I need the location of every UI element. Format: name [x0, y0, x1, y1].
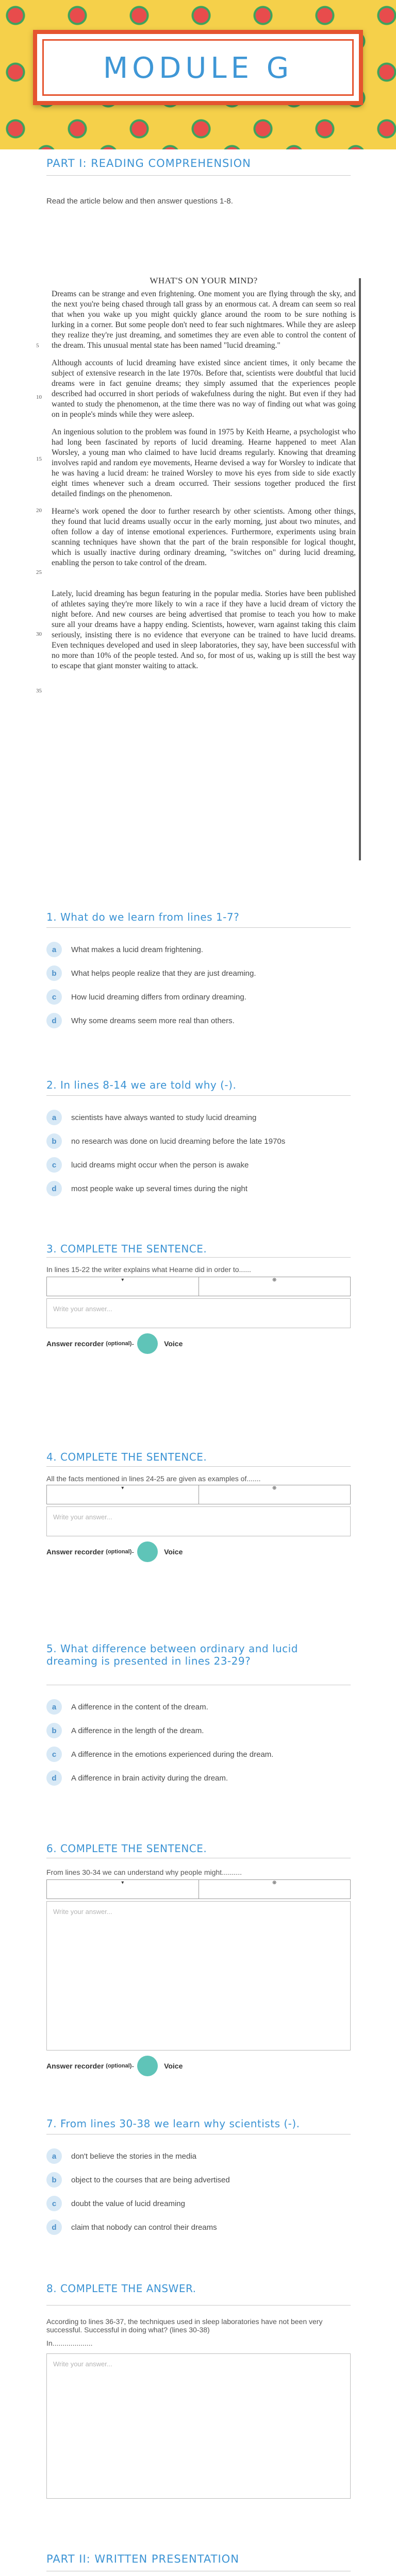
line-number: 30 — [36, 631, 42, 637]
question-prompt: All the facts mentioned in lines 24-25 are given as examples of....... — [46, 1475, 261, 1483]
question-title: 7. From lines 30-38 we learn why scientists (-). — [46, 2117, 300, 2130]
divider — [46, 1257, 351, 1258]
question-title: 2. In lines 8-14 we are told why (-). — [46, 1079, 237, 1091]
article-paragraph: An ingenious solution to the problem was found in 1975 by Keith Hearne, a psychologist who had long been fascinated by reports of lucid dreaming. Hearne happened to meet Alan Worsley, a young man who claimed to have lucid dreams regularly. Knowing that dreaming involves rapid and random eye movements, Hearne devised a way for Worsley to indicate that he was having a lucid dream: he trained Worsley to move his eyes from side to side exactly eight times whenever such a dream occurred. Their sessions together produced the first detailed findings on the phenomenon. — [52, 428, 356, 498]
question-title: 1. What do we learn from lines 1-7? — [46, 911, 240, 923]
option-a[interactable] — [46, 1106, 351, 1129]
part1-instruction: Read the article below and then answer questions 1-8. — [46, 197, 233, 206]
option-letter: c — [46, 989, 62, 1005]
option-text: object to the courses that are being advertised — [71, 2175, 230, 2184]
recorder-sep: - — [131, 1548, 135, 1556]
answer-dropdown-row[interactable] — [46, 1277, 351, 1296]
option-b[interactable] — [46, 961, 351, 985]
answer-dropdown-row[interactable] — [46, 1879, 351, 1899]
answer-input[interactable] — [46, 1901, 351, 2050]
option-text: don't believe the stories in the media — [71, 2151, 197, 2161]
question-6 — [46, 1842, 351, 1855]
answer-placeholder: Write your answer... — [53, 1513, 112, 1521]
question-title: 5. What difference between ordinary and lucid dreaming is presented in lines 23-29? — [46, 1642, 298, 1667]
answer-recorder — [46, 1541, 183, 1562]
question-4 — [46, 1451, 351, 1463]
option-letter: c — [46, 1157, 62, 1173]
answer-placeholder: Write your answer... — [53, 1908, 112, 1916]
question-title: 6. COMPLETE THE SENTENCE. — [46, 1842, 207, 1855]
article-paragraph: Hearne's work opened the door to further research by other scientists. Among other things, they found that lucid dreams usually occur in the early morning, just about two minutes, and often follow a day of intense emotional experiences. Furthermore, experiments using brain scanning techniques have shown that the part of the brain responsible for logical thought, which is usually inactive during ordinary dreaming, "switches on" during lucid dreaming, enabling the person to take control of the dream. — [52, 507, 356, 567]
recorder-optional: (optional) — [106, 1341, 132, 1347]
dropdown-arrow-icon[interactable]: ▾ — [46, 1277, 199, 1296]
option-text: How lucid dreaming differs from ordinary dreaming. — [71, 992, 246, 1002]
part1-heading-text: PART I: READING COMPREHENSION — [46, 157, 251, 170]
option-letter: d — [46, 1013, 62, 1028]
option-letter: d — [46, 1770, 62, 1786]
option-text: scientists have always wanted to study lucid dreaming — [71, 1113, 257, 1122]
question-title: 4. COMPLETE THE SENTENCE. — [46, 1451, 207, 1463]
option-letter: a — [46, 2148, 62, 2164]
option-d[interactable] — [46, 2215, 351, 2239]
question-title: 3. COMPLETE THE SENTENCE. — [46, 1243, 207, 1255]
page-title: MODULE G — [103, 52, 293, 85]
option-letter: b — [46, 1723, 62, 1738]
q1-options — [46, 938, 351, 1032]
answer-placeholder: Write your answer... — [53, 1305, 112, 1313]
line-number: 25 — [36, 569, 42, 575]
question-5 — [46, 1642, 351, 1667]
option-text: A difference in the content of the dream. — [71, 1702, 208, 1711]
option-text: no research was done on lucid dreaming before the late 1970s — [71, 1137, 286, 1146]
line-number: 35 — [36, 688, 42, 694]
divider — [46, 1466, 351, 1467]
q7-options — [46, 2144, 351, 2239]
add-icon[interactable]: ⊕ — [199, 1277, 351, 1296]
option-letter: c — [46, 1747, 62, 1762]
recorder-optional: (optional) — [106, 2063, 132, 2069]
voice-label: Voice — [164, 1340, 183, 1348]
part1-heading — [46, 157, 351, 170]
option-letter: a — [46, 1699, 62, 1715]
recorder-label: Answer recorder — [46, 1340, 104, 1348]
option-letter: b — [46, 2172, 62, 2188]
question-2 — [46, 1079, 351, 1091]
answer-dropdown-row[interactable] — [46, 1485, 351, 1504]
option-c[interactable] — [46, 1742, 351, 1766]
option-letter: b — [46, 1133, 62, 1149]
record-button[interactable] — [137, 1541, 158, 1562]
part2-heading — [46, 2553, 351, 2565]
option-text: most people wake up several times during the night — [71, 1184, 248, 1193]
option-text: lucid dreams might occur when the person is awake — [71, 1160, 249, 1170]
q2-options — [46, 1106, 351, 1200]
line-number: 20 — [36, 507, 42, 514]
article-title: WHAT'S ON YOUR MIND? — [150, 276, 258, 285]
answer-input[interactable] — [46, 1506, 351, 1536]
option-b[interactable] — [46, 2168, 351, 2192]
answer-input[interactable] — [46, 2353, 351, 2499]
question-title: 8. COMPLETE THE ANSWER. — [46, 2282, 196, 2295]
line-number: 10 — [36, 394, 42, 400]
title-frame — [33, 30, 363, 105]
add-icon[interactable]: ⊕ — [199, 1879, 351, 1899]
divider — [46, 2305, 351, 2306]
option-letter: a — [46, 942, 62, 957]
option-c[interactable] — [46, 1153, 351, 1177]
article-paragraph: Although accounts of lucid dreaming have existed since ancient times, it only became the subject of extensive research in the late 1970s. Before that, scientists were doubtful that lucid dreams were in fact genuine dreams; they simply assumed that the experiences people described had occurred in short periods of wakefulness during the night. But even if they had wanted to study the phenomenon, at the time there was no way of finding out what was going on in people's minds while they were asleep. — [52, 359, 356, 419]
question-3 — [46, 1243, 351, 1255]
option-b[interactable] — [46, 1129, 351, 1153]
question-1 — [46, 911, 351, 923]
question-prompt: According to lines 36-37, the techniques used in sleep laboratories have not been very successful. Successful in doing what? (lines 30-38) — [46, 2317, 323, 2334]
option-letter: b — [46, 965, 62, 981]
dropdown-arrow-icon[interactable]: ▾ — [46, 1879, 199, 1899]
article-paragraph: Dreams can be strange and even frightening. One moment you are flying through the sky, and the next you're being chased through tall grass by an enormous cat. A dream can seem so real that when you wake up you might quickly glance around the room to be sure nothing is lurking in a corner. But some people don't need to fear such nightmares. While they are asleep they realize they're just dreaming, and sometimes they are even able to control the content of the dream. This unusual mental state has been named "lucid dreaming." — [52, 290, 356, 350]
option-text: A difference in the length of the dream. — [71, 1726, 204, 1735]
recorder-sep: - — [131, 2062, 135, 2070]
part2-heading-text: PART II: WRITTEN PRESENTATION — [46, 2553, 239, 2565]
question-prompt: From lines 30-34 we can understand why people might.......... — [46, 1868, 242, 1876]
answer-input[interactable] — [46, 1298, 351, 1328]
voice-label: Voice — [164, 1548, 183, 1556]
dropdown-arrow-icon[interactable]: ▾ — [46, 1485, 199, 1504]
record-button[interactable] — [137, 2056, 158, 2076]
option-letter: d — [46, 2219, 62, 2235]
answer-recorder — [46, 2056, 183, 2076]
divider — [46, 927, 351, 928]
option-text: What makes a lucid dream frightening. — [71, 945, 203, 954]
divider — [46, 175, 351, 176]
line-number: 5 — [36, 343, 39, 349]
add-icon[interactable]: ⊕ — [199, 1485, 351, 1504]
option-d[interactable] — [46, 1177, 351, 1200]
q5-options — [46, 1695, 351, 1790]
answer-recorder — [46, 1333, 183, 1354]
question-7 — [46, 2117, 351, 2130]
recorder-optional: (optional) — [106, 1549, 132, 1555]
article — [36, 276, 356, 694]
header-banner — [0, 0, 396, 149]
recorder-label: Answer recorder — [46, 1548, 104, 1556]
option-a[interactable] — [46, 938, 351, 961]
recorder-label: Answer recorder — [46, 2062, 104, 2070]
recorder-sep: - — [131, 1340, 135, 1348]
divider — [46, 1095, 351, 1096]
option-d[interactable] — [46, 1766, 351, 1790]
option-letter: d — [46, 1181, 62, 1196]
option-a[interactable] — [46, 2144, 351, 2168]
option-b[interactable] — [46, 1719, 351, 1742]
option-text: doubt the value of lucid dreaming — [71, 2199, 185, 2208]
option-c[interactable] — [46, 985, 351, 1009]
option-text: A difference in the emotions experienced during the dream. — [71, 1750, 274, 1759]
article-margin-bar — [359, 278, 361, 860]
option-text: Why some dreams seem more real than others. — [71, 1016, 235, 1025]
article-paragraph: Lately, lucid dreaming has begun featuring in the popular media. Stories have been published of athletes saying they're more likely to win a race if they have a lucid dream of victory the night before. And new courses are being advertised that promise to teach you how to make sure all your dreams have a happy ending. Scientists, however, warn against taking this claim seriously, insisting there is no evidence that everyone can be trained to have lucid dreams. Even techniques developed and used in sleep laboratories, they say, have been successful with no more than 10% of the people tested. And so, for most of us, waking up is still the best way to escape that giant monster waiting to attack. — [52, 589, 356, 670]
option-letter: a — [46, 1110, 62, 1125]
question-prompt: In lines 15-22 the writer explains what Hearne did in order to...... — [46, 1265, 251, 1274]
option-text: A difference in brain activity during the dream. — [71, 1773, 228, 1783]
answer-placeholder: Write your answer... — [53, 2360, 112, 2368]
voice-label: Voice — [164, 2062, 183, 2070]
option-text: claim that nobody can control their dreams — [71, 2223, 217, 2232]
option-d[interactable] — [46, 1009, 351, 1032]
question-prompt-2: In.................... — [46, 2339, 93, 2347]
question-8 — [46, 2282, 351, 2295]
record-button[interactable] — [137, 1333, 158, 1354]
option-letter: c — [46, 2196, 62, 2211]
option-text: What helps people realize that they are just dreaming. — [71, 969, 256, 978]
option-a[interactable] — [46, 1695, 351, 1719]
option-c[interactable] — [46, 2192, 351, 2215]
line-number: 15 — [36, 456, 42, 462]
